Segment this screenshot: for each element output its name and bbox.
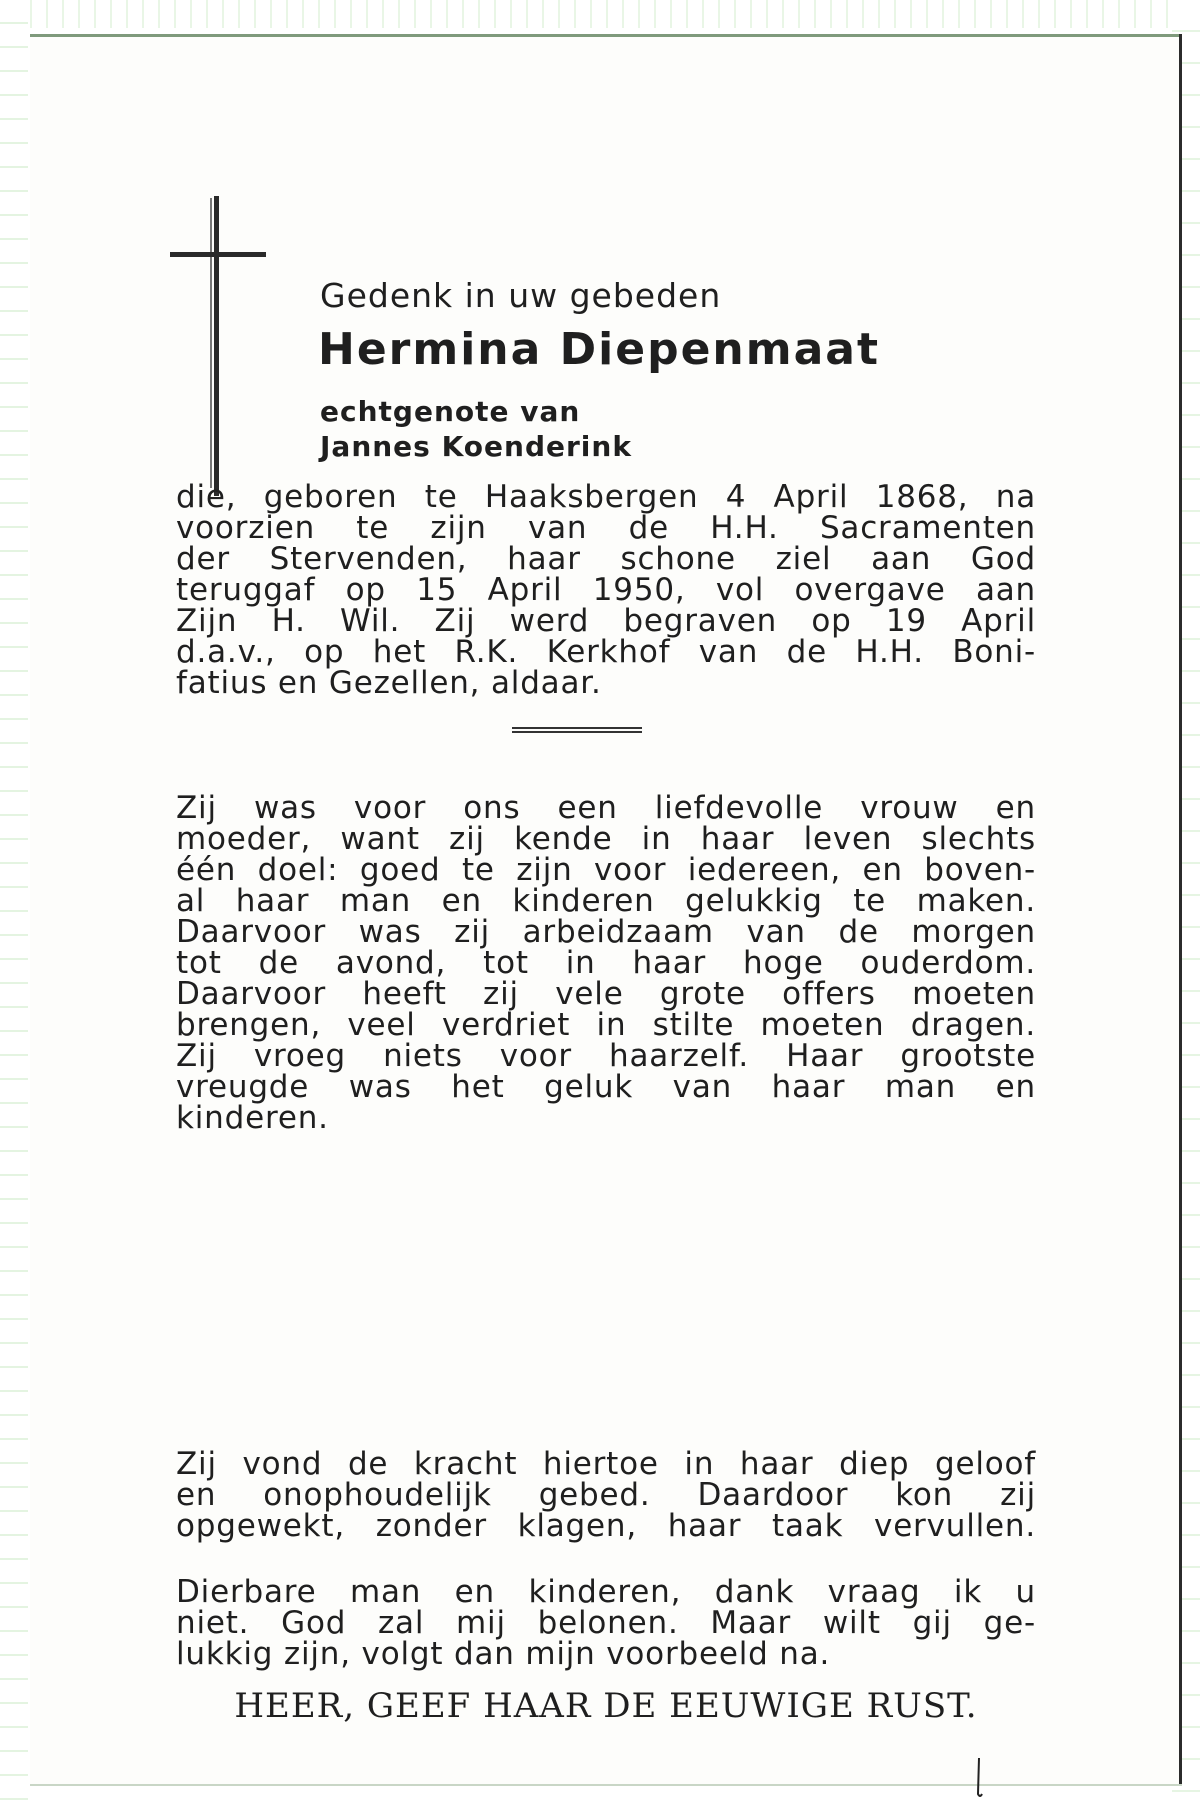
biography-line: d.a.v., op het R.K. Kerkhof van de H.H. Boni- — [176, 634, 1036, 670]
card-bottom-edge — [30, 1784, 1182, 1786]
scanner-streak-top — [0, 0, 1200, 28]
cross-icon — [170, 196, 266, 496]
tribute-line: één doel: goed te zijn voor iedereen, en boven- — [176, 852, 1036, 888]
deceased-name: Hermina Diepenmaat — [318, 324, 881, 375]
tribute-line: Zij vroeg niets voor haarzelf. Haar grootste — [176, 1038, 1036, 1074]
tribute-line: brengen, veel verdriet in stilte moeten dragen. — [176, 1007, 1036, 1043]
tribute-line: kinderen. — [176, 1100, 329, 1136]
card-top-edge — [30, 34, 1182, 37]
tribute-line: Zij vond de kracht hiertoe in haar diep geloof — [176, 1446, 1036, 1482]
tribute-line: en onophoudelijk gebed. Daardoor kon zij — [176, 1477, 1036, 1513]
tribute-line: al haar man en kinderen gelukkig te maken. — [176, 883, 1036, 919]
memorial-card — [30, 34, 1182, 1786]
tribute-line: Zij was voor ons een liefdevolle vrouw en — [176, 790, 1036, 826]
tribute-line: moeder, want zij kende in haar leven slechts — [176, 821, 1036, 857]
closing-prayer: HEER, GEEF HAAR DE EEUWIGE RUST. — [234, 1686, 978, 1726]
tribute-line: vreugde was het geluk van haar man en — [176, 1069, 1036, 1105]
tribute-line: Daarvoor was zij arbeidzaam van de morgen — [176, 914, 1036, 950]
tribute-line: Daarvoor heeft zij vele grote offers moeten — [176, 976, 1036, 1012]
tribute-paragraph-1 — [176, 790, 1036, 1136]
spouse-name: Jannes Koenderink — [320, 430, 632, 463]
pencil-mark-icon — [974, 1756, 984, 1800]
card-right-edge — [1179, 34, 1182, 1786]
biography-line: teruggaf op 15 April 1950, vol overgave aan — [176, 572, 1036, 608]
tribute-paragraph-2 — [176, 1446, 1036, 1544]
tribute-line: niet. God zal mij belonen. Maar wilt gij ge- — [176, 1605, 1036, 1641]
biography-line: Zijn H. Wil. Zij werd begraven op 19 April — [176, 603, 1036, 639]
biography-line: der Stervenden, haar schone ziel aan God — [176, 541, 1036, 577]
tribute-line: Dierbare man en kinderen, dank vraag ik u — [176, 1574, 1036, 1610]
tribute-line: lukkig zijn, volgt dan mijn voorbeeld na. — [176, 1636, 831, 1672]
tribute-paragraph-3 — [176, 1574, 1036, 1672]
biography-line: fatius en Gezellen, aldaar. — [176, 665, 602, 701]
tribute-line: tot de avond, tot in haar hoge ouderdom. — [176, 945, 1036, 981]
scanner-streak-left — [0, 0, 28, 1814]
section-divider — [512, 727, 642, 733]
spouse-label: echtgenote van — [320, 395, 581, 428]
biography-line: voorzien te zijn van de H.H. Sacramenten — [176, 510, 1036, 546]
biography-paragraph — [176, 479, 1036, 701]
tribute-line: opgewekt, zonder klagen, haar taak vervullen. — [176, 1508, 1036, 1544]
biography-line: die, geboren te Haaksbergen 4 April 1868, na — [176, 479, 1036, 515]
intro-line: Gedenk in uw gebeden — [320, 276, 722, 315]
